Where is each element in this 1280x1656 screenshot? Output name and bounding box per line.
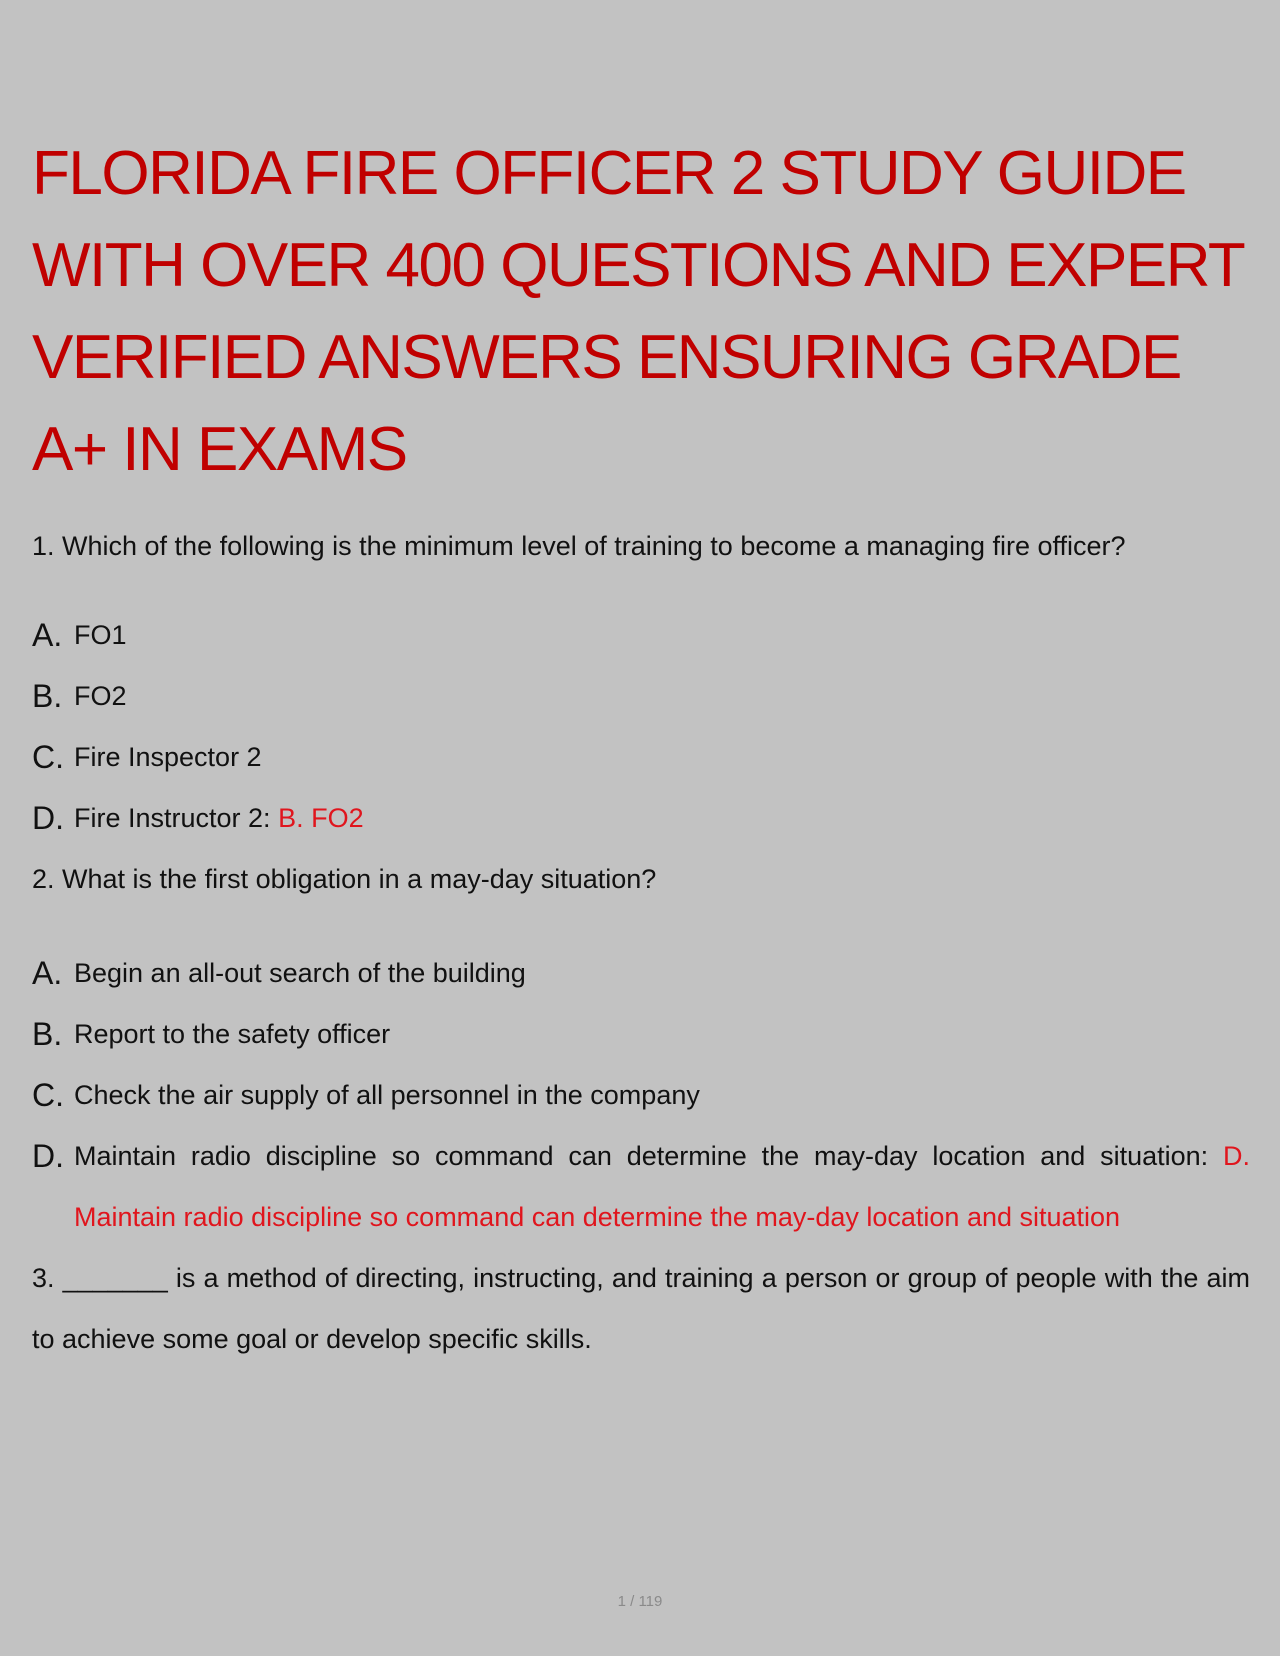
option-letter: C. bbox=[32, 739, 64, 775]
option-text: FO2 bbox=[74, 681, 127, 711]
question-2-option-b bbox=[32, 1004, 1250, 1065]
document-title: FLORIDA FIRE OFFICER 2 STUDY GUIDE WITH OVER 400 QUESTIONS AND EXPERT VERIFIED ANSWERS ENSURING GRADE A+ IN EXAMS bbox=[32, 139, 1244, 484]
question-2-options bbox=[32, 943, 1250, 1248]
question-1-answer: B. FO2 bbox=[278, 803, 364, 833]
option-letter: B. bbox=[32, 1016, 63, 1052]
option-letter: D. bbox=[32, 800, 64, 836]
option-text: Report to the safety officer bbox=[74, 1019, 391, 1049]
option-letter: A. bbox=[32, 617, 63, 653]
option-letter: A. bbox=[32, 955, 63, 991]
question-1-option-a bbox=[32, 605, 1250, 666]
question-2-option-d bbox=[32, 1126, 1250, 1248]
option-text: Check the air supply of all personnel in the company bbox=[74, 1080, 700, 1110]
option-text-with-answer bbox=[74, 788, 1250, 849]
page-indicator: 1 / 119 bbox=[617, 1593, 663, 1610]
question-1-option-b bbox=[32, 666, 1250, 727]
option-text: Fire Instructor 2: bbox=[74, 803, 271, 833]
question-1-options bbox=[32, 605, 1250, 849]
option-letter: D. bbox=[32, 1138, 64, 1174]
question-2-option-a bbox=[32, 943, 1250, 1004]
option-letter: C. bbox=[32, 1077, 64, 1113]
question-3-text: 3. _______ is a method of directing, instructing, and training a person or group of people with the aim to achieve some goal or develop specific skills. bbox=[32, 1263, 1250, 1354]
option-text: FO1 bbox=[74, 620, 127, 650]
option-text: Maintain radio discipline so command can determine the may-day location and situation: bbox=[74, 1141, 1209, 1171]
question-2-option-c bbox=[32, 1065, 1250, 1126]
question-1-option-d bbox=[32, 788, 1250, 849]
option-letter: B. bbox=[32, 678, 63, 714]
question-2-text: 2. What is the first obligation in a may-day situation? bbox=[32, 864, 657, 894]
question-1-text: 1. Which of the following is the minimum level of training to become a managing fire officer? bbox=[32, 531, 1126, 561]
question-2-answer: D. Maintain radio discipline so command can determine the may-day location and situation bbox=[74, 1141, 1250, 1232]
question-1-option-c bbox=[32, 727, 1250, 788]
option-text: Begin an all-out search of the building bbox=[74, 958, 526, 988]
option-text-with-answer bbox=[74, 1126, 1250, 1248]
document-page bbox=[32, 128, 1250, 1370]
option-text: Fire Inspector 2 bbox=[74, 742, 262, 772]
